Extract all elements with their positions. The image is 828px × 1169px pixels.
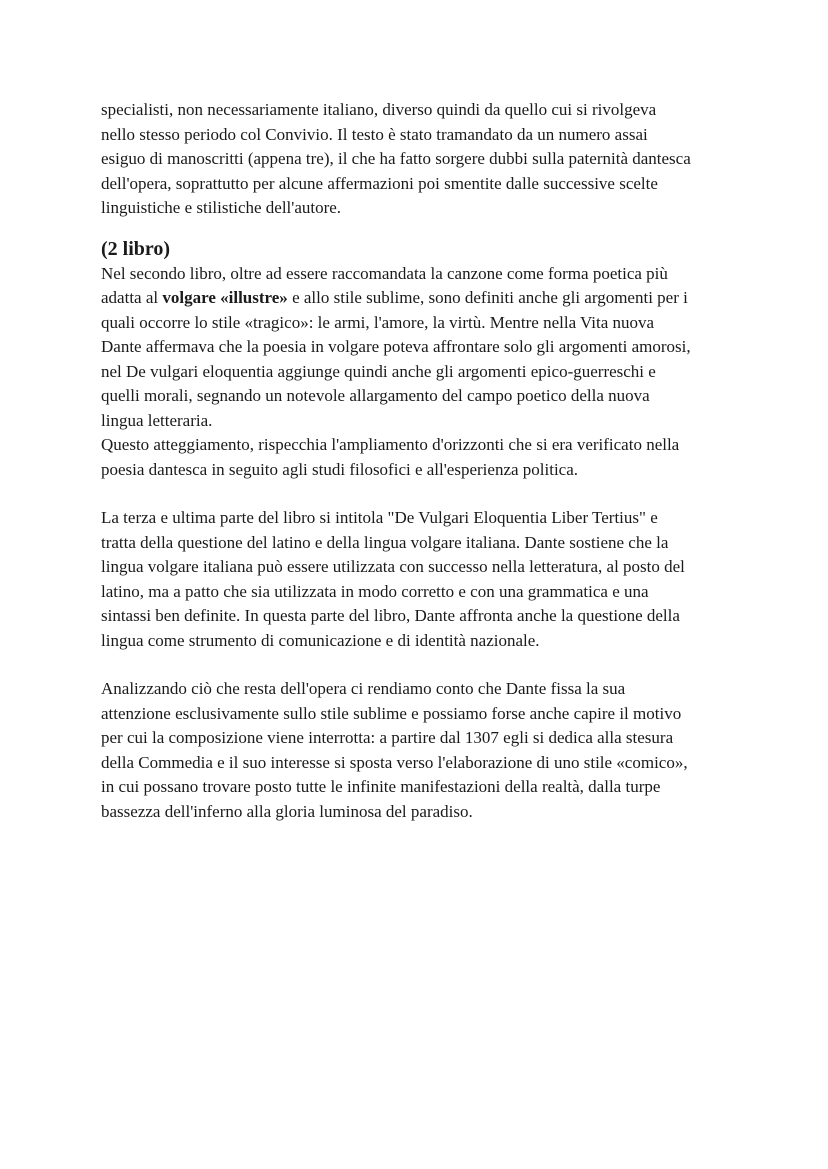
paragraph-libro-2-text-2: e allo stile sublime, sono definiti anche gli argomenti per i quali occorre lo stile «tragico»: le armi, l'amore, la virtù. Mentre nella Vita nuova Dante affermava che la poesia in volgare poteva affrontare solo gli argomenti amorosi, nel De vulgari eloquentia aggiunge quindi anche gli argomenti epico-guerreschi e quelli morali, segnando un notevole allargamento del campo poetico della nuova lingua letteraria. Questo atteggiamento, rispecchia l'ampliamento d'orizzonti che si era verificato nella poesia dantesca in seguito agli studi filosofici e all'esperienza politica.	[101, 288, 691, 479]
paragraph-libro-2	[101, 262, 741, 483]
paragraph-libro-2-text-1: Nel secondo libro, oltre ad essere raccomandata la canzone come forma poetica più adatta al	[101, 263, 668, 307]
paragraph-spacer	[101, 653, 741, 677]
paragraph-terza-parte: La terza e ultima parte del libro si intitola "De Vulgari Eloquentia Liber Tertius" e tratta della questione del latino e della lingua volgare italiana. Dante sostiene che la lingua volgare italiana può essere utilizzata con successo nella letteratura, al posto del latino, ma a patto che sia utilizzata in modo corretto e con una grammatica e una sintassi ben definite. In questa parte del libro, Dante affronta anche la questione della lingua come strumento di comunicazione e di identità nazionale.	[101, 508, 685, 650]
document-page	[101, 98, 741, 824]
bold-term-volgare-illustre: volgare «illustre»	[162, 288, 288, 307]
paragraph-conclusione: Analizzando ciò che resta dell'opera ci rendiamo conto che Dante fissa la sua attenzione esclusivamente sullo stile sublime e possiamo forse anche capire il motivo per cui la composizione viene interrotta: a partire dal 1307 egli si dedica alla stesura della Commedia e il suo interesse si sposta verso l'elaborazione di uno stile «comico», in cui possano trovare posto tutte le infinite manifestazioni della realtà, dalla turpe bassezza dell'inferno alla gloria luminosa del paradiso.	[101, 679, 688, 821]
paragraph-spacer	[101, 482, 741, 506]
paragraph-intro: specialisti, non necessariamente italiano, diverso quindi da quello cui si rivolgeva nello stesso periodo col Convivio. Il testo è stato tramandato da un numero assai esiguo di manoscritti (appena tre), il che ha fatto sorgere dubbi sulla paternità dantesca dell'opera, soprattutto per alcune affermazioni poi smentite dalle successive scelte linguistiche e stilistiche dell'autore.	[101, 100, 691, 217]
section-heading-libro-2: (2 libro)	[101, 237, 171, 260]
